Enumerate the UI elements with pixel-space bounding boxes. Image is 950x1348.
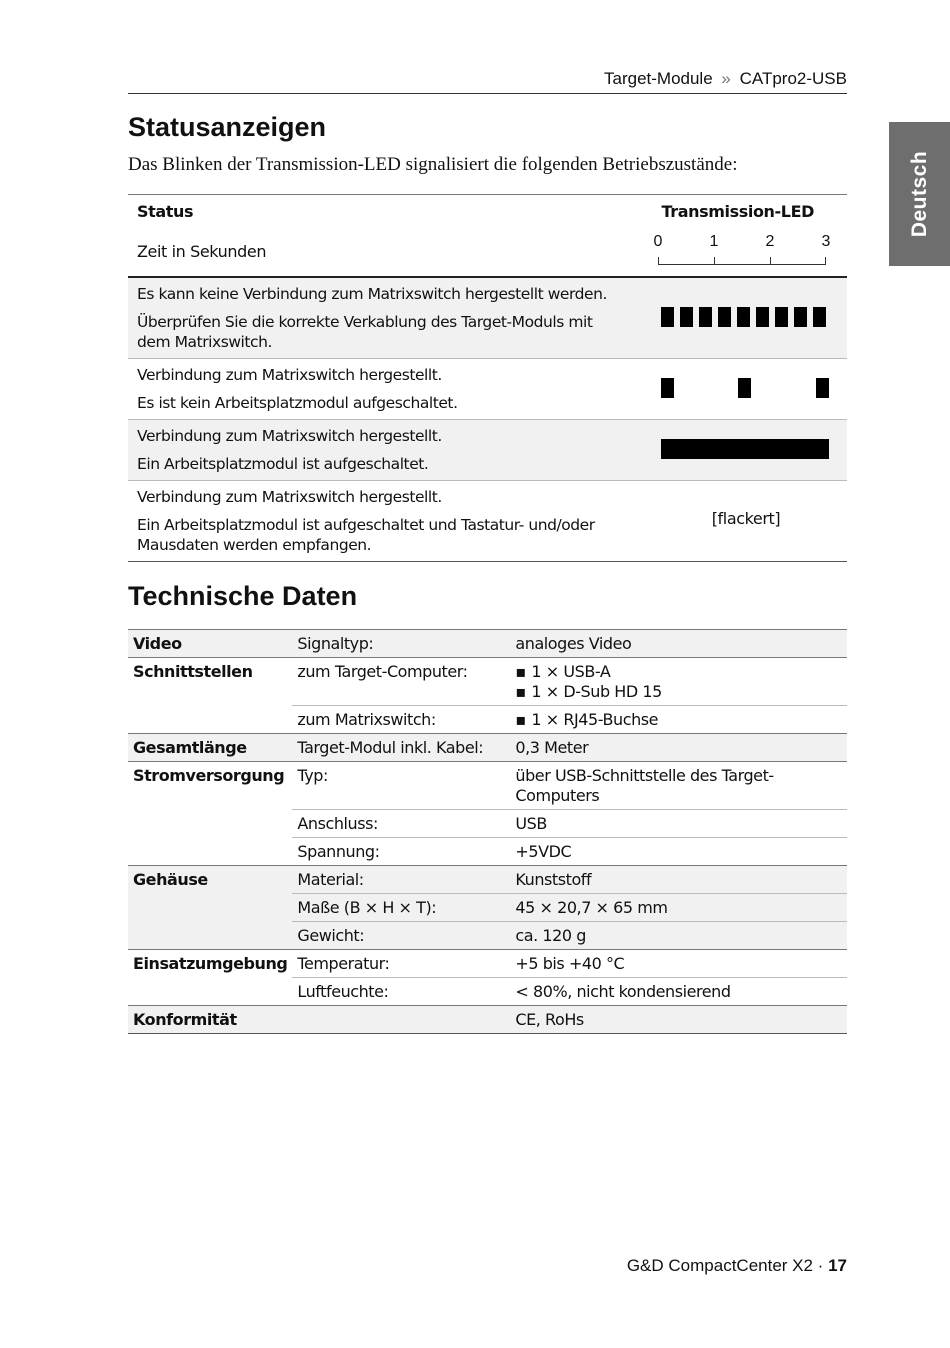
spec-bullet: ▪ 1 × RJ45-Buchse xyxy=(515,710,842,730)
spec-group: Gesamtlänge xyxy=(128,734,292,762)
led-pulse xyxy=(756,307,769,327)
spec-label: Typ: xyxy=(292,762,510,810)
col-status-header: Status xyxy=(137,202,194,221)
status-intro: Das Blinken der Transmission-LED signalisiert die folgenden Betriebszustände: xyxy=(128,154,738,175)
table-row xyxy=(128,950,847,978)
header-section: Target-Module xyxy=(604,69,713,88)
spec-label: Gewicht: xyxy=(292,922,510,950)
table-row xyxy=(128,734,847,762)
spec-label: Luftfeuchte: xyxy=(292,978,510,1006)
spec-label: Maße (B × H × T): xyxy=(292,894,510,922)
status-hint: Ein Arbeitsplatzmodul ist aufgeschaltet. xyxy=(137,455,429,473)
led-pulse xyxy=(737,307,750,327)
status-row-connected-no-workstation xyxy=(128,359,847,420)
spec-label: Signaltyp: xyxy=(292,630,510,658)
status-hint: Es ist kein Arbeitsplatzmodul aufgeschaltet. xyxy=(137,394,458,412)
axis-tick xyxy=(770,257,771,265)
page-number: 17 xyxy=(828,1256,847,1275)
axis-tick xyxy=(658,257,659,265)
time-axis xyxy=(653,233,838,267)
spec-group: Schnittstellen xyxy=(128,658,292,734)
spec-label: Temperatur: xyxy=(292,950,510,978)
axis-tick-label: 1 xyxy=(709,233,719,250)
table-row xyxy=(128,762,847,810)
spec-bullet: ▪ 1 × D-Sub HD 15 xyxy=(515,682,842,702)
status-hint: Überprüfen Sie die korrekte Verkablung des Target-Moduls mit dem Matrixswitch. xyxy=(137,313,593,351)
led-pulse xyxy=(813,307,826,327)
status-row-no-connection xyxy=(128,278,847,359)
spec-value: +5 bis +40 °C xyxy=(510,950,847,978)
status-text: Es kann keine Verbindung zum Matrixswitch hergestellt werden. xyxy=(137,285,607,303)
led-flicker xyxy=(661,481,831,561)
led-pulse xyxy=(661,307,674,327)
spec-value: CE, RoHs xyxy=(510,1006,847,1034)
spec-label: Anschluss: xyxy=(292,810,510,838)
tech-section-title: Technische Daten xyxy=(128,581,358,611)
axis-tick-label: 0 xyxy=(653,233,663,250)
status-text: Verbindung zum Matrixswitch hergestellt. xyxy=(137,488,442,506)
header-product: CATpro2-USB xyxy=(739,69,847,88)
spec-value: 0,3 Meter xyxy=(510,734,847,762)
table-row xyxy=(128,658,847,706)
spec-label: zum Target-Computer: xyxy=(292,658,510,706)
spec-group: Gehäuse xyxy=(128,866,292,950)
spec-value: 45 × 20,7 × 65 mm xyxy=(510,894,847,922)
spec-value xyxy=(510,658,847,706)
status-table xyxy=(128,194,847,562)
led-pulse xyxy=(718,307,731,327)
spec-value: analoges Video xyxy=(510,630,847,658)
spec-group: Konformität xyxy=(128,1006,292,1034)
status-table-header xyxy=(128,195,847,278)
status-text: Verbindung zum Matrixswitch hergestellt. xyxy=(137,366,442,384)
led-fast-blink xyxy=(661,278,831,358)
spec-label: Target-Modul inkl. Kabel: xyxy=(292,734,510,762)
footer-title: G&D CompactCenter X2 · xyxy=(626,1256,829,1275)
led-steady-bar xyxy=(661,439,829,459)
spec-value: über USB-Schnittstelle des Target-Computers xyxy=(510,762,847,810)
table-row xyxy=(128,866,847,894)
spec-label: Spannung: xyxy=(292,838,510,866)
spec-group: Stromversorgung xyxy=(128,762,292,866)
spec-label: Material: xyxy=(292,866,510,894)
axis-line xyxy=(658,264,826,265)
table-row xyxy=(128,1006,847,1034)
time-label: Zeit in Sekunden xyxy=(137,242,267,261)
led-pulse xyxy=(816,378,829,398)
spec-group: Video xyxy=(128,630,292,658)
running-header xyxy=(128,69,847,94)
tech-data-table xyxy=(128,629,847,1034)
page-footer xyxy=(128,1256,847,1276)
header-separator: » xyxy=(721,69,731,88)
spec-group: Einsatzumgebung xyxy=(128,950,292,1006)
led-pulse xyxy=(699,307,712,327)
led-slow-blink xyxy=(661,359,831,419)
led-pulse xyxy=(794,307,807,327)
spec-value: < 80%, nicht kondensierend xyxy=(510,978,847,1006)
axis-tick-label: 2 xyxy=(765,233,775,250)
spec-value: +5VDC xyxy=(510,838,847,866)
status-hint: Ein Arbeitsplatzmodul ist aufgeschaltet und Tastatur- und/oder Mausdaten werden empfangen. xyxy=(137,516,595,554)
language-tab xyxy=(889,122,950,266)
spec-value xyxy=(510,706,847,734)
axis-tick xyxy=(714,257,715,265)
spec-value: Kunststoff xyxy=(510,866,847,894)
spec-bullet: ▪ 1 × USB-A xyxy=(515,662,842,682)
axis-tick xyxy=(825,257,826,265)
status-row-data-received xyxy=(128,481,847,562)
col-led-header: Transmission-LED xyxy=(661,202,814,221)
spec-value: USB xyxy=(510,810,847,838)
led-pulse xyxy=(661,378,674,398)
status-text: Verbindung zum Matrixswitch hergestellt. xyxy=(137,427,442,445)
led-pulse xyxy=(680,307,693,327)
led-pulse xyxy=(775,307,788,327)
spec-label: zum Matrixswitch: xyxy=(292,706,510,734)
spec-label xyxy=(292,1006,510,1034)
led-pulse xyxy=(738,378,751,398)
axis-tick-label: 3 xyxy=(821,233,831,250)
led-steady-on xyxy=(661,420,831,480)
table-row xyxy=(128,630,847,658)
status-row-workstation-active xyxy=(128,420,847,481)
led-flicker-text: [flackert] xyxy=(711,509,781,528)
language-tab-label: Deutsch xyxy=(907,150,931,238)
spec-value: ca. 120 g xyxy=(510,922,847,950)
status-section-title: Statusanzeigen xyxy=(128,112,327,142)
